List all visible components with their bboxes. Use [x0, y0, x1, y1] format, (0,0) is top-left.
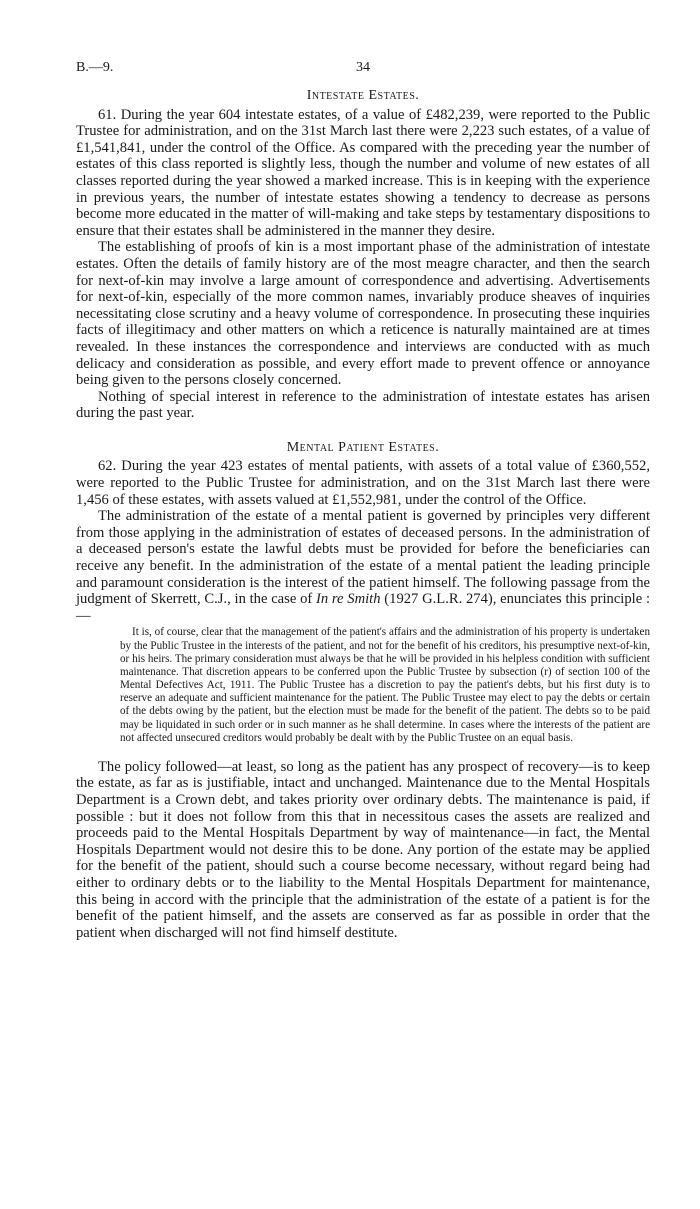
paragraph-61: 61. During the year 604 intestate estates, of a value of £482,239, were reported to the Public Trustee for administration, and on the 31st March last there were 2,223 such estates, of a value of £1,541,841, under the control of the Office. As compared with the preceding year the number of estates of this class reported is slightly less, though the number and volume of new estates of all classes reported during the year showed a marked increase. This is in keeping with the experience in previous years, the number of intestate estates showing a tendency to decrease as persons become more educated in the matter of will-making and take steps by testamentary dispositions to ensure that their estates shall be administered in the manner they desire. [76, 106, 650, 239]
page-content [76, 88, 650, 941]
paragraph-administration-principles [76, 508, 650, 624]
paragraph-proofs-of-kin: The establishing of proofs of kin is a most important phase of the administration of intestate estates. Often the details of family history are of the most meagre character, and then the search for next-of-kin may involve a large amount of correspondence and advertising. Advertisements for next-of-kin, especially of the more common names, invariably produce sheaves of inquiries necessitating close scrutiny and a heavy volume of correspondence. In prosecuting these inquiries facts of illegitimacy and other matters on which a reticence is naturally maintained are at times revealed. In these instances the correspondence and interviews are conducted with as much delicacy and consideration as possible, and every effort made to prevent offence or annoyance being given to the persons closely concerned. [76, 239, 650, 389]
section-heading-mental-patient: Mental Patient Estates. [286, 439, 440, 455]
paragraph-nothing-special: Nothing of special interest in reference to the administration of intestate estates has arisen during the past year. [76, 388, 650, 422]
paragraph-administration-text: The administration of the estate of a mental patient is governed by principles very different from those applying in the administration of estates of deceased persons. In the administration of a deceased person's estate the lawful debts must be provided for before the beneficiaries can receive any benefit. In the administration of the estate of a mental patient the leading principle and paramount consideration is the interest of the patient himself. The following passage from the judgment of Skerrett, C.J., in the case of [76, 508, 650, 608]
page-header [76, 60, 650, 80]
paragraph-62: 62. During the year 423 estates of mental patients, with assets of a total value of £360,552, were reported to the Public Trustee for administration, and on the 31st March last there were 1,456 of these estates, with assets valued at £1,552,981, under the control of the Office. [76, 458, 650, 508]
judgment-quote: It is, of course, clear that the management of the patient's affairs and the administration of his property is undertaken by the Public Trustee in the interests of the patient, and not for the benefit of his creditors, his presumptive next-of-kin, or his heirs. The primary consideration must always be that he will be provided in his helpless condition with sufficient maintenance. That discretion appears to be conferred upon the Public Trustee by subsection (r) of section 100 of the Mental Defectives Act, 1911. The Public Trustee has a discretion to pay the patient's debts, but his first duty is to reserve an adequate and sufficient maintenance for the patient. The Public Trustee may elect to pay the debts or certain of the debts owing by the patient, but the election must be made for the benefit of the patient. The debts so to be paid may be liquidated in such order or in such manner as he shall determine. In cases where the interests of the patient are not affected unsecured creditors would probably be dealt with by the Public Trustee on an equal basis. [120, 626, 650, 744]
section-heading-intestate: Intestate Estates. [306, 88, 420, 103]
page-number: 34 [356, 60, 370, 75]
paragraph-policy: The policy followed—at least, so long as the patient has any prospect of recovery—is to keep the estate, as far as is justifiable, intact and unchanged. Maintenance due to the Mental Hospitals Department is a Crown debt, and takes priority over ordinary debts. The maintenance is paid, if possible : but it does not follow from this that in necessitous cases the assets are realized and proceeds paid to the Mental Hospitals Department by way of maintenance—in fact, the Mental Hospitals Department would not desire this to be done. Any portion of the estate may be applied for the benefit of the patient, should such a course become necessary, without regard being had either to ordinary debts or to the liability to the Mental Hospitals Department for maintenance, this being in accord with the principle that the administration of the estate of a patient is for the benefit of the patient himself, and the assets are conserved as far as possible in order that the patient when discharged will not find himself destitute. [76, 758, 650, 941]
case-name: In re Smith [316, 591, 381, 608]
report-reference: B.—9. [76, 60, 114, 75]
case-citation: (1927 G.L.R. 274), enunciates this principle :— [76, 591, 651, 624]
